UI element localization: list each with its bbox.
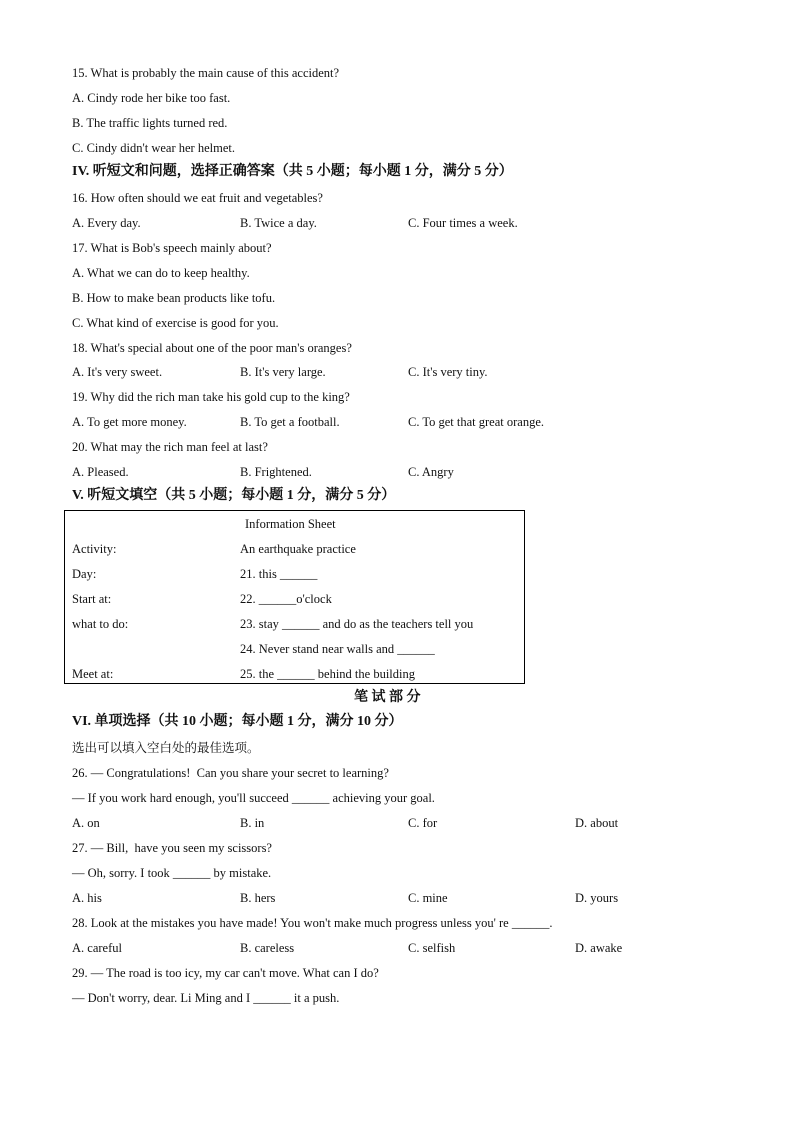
- q19-option-c: C. To get that great orange.: [408, 415, 545, 429]
- info-row-value: 21. this ______: [240, 567, 318, 581]
- q28-option-c: C. selfish: [408, 941, 456, 955]
- info-sheet-title: Information Sheet: [245, 517, 336, 531]
- info-row-value: 24. Never stand near walls and ______: [240, 642, 435, 656]
- info-row-label: Meet at:: [72, 667, 114, 681]
- question-15: 15. What is probably the main cause of this accident?: [72, 66, 340, 80]
- q17-option-a: A. What we can do to keep healthy.: [72, 266, 250, 280]
- q16-option-c: C. Four times a week.: [408, 216, 518, 230]
- q27-option-c: C. mine: [408, 891, 448, 905]
- q15-option-b: B. The traffic lights turned red.: [72, 116, 228, 130]
- q15-option-c: C. Cindy didn't wear her helmet.: [72, 141, 235, 155]
- info-row-label: what to do:: [72, 617, 129, 631]
- question-26-line2: — If you work hard enough, you'll succeed ______ achieving your goal.: [72, 791, 435, 805]
- q27-option-b: B. hers: [240, 891, 276, 905]
- q20-option-b: B. Frightened.: [240, 465, 312, 479]
- section-vi-instruction: 选出可以填入空白处的最佳选项。: [72, 741, 260, 755]
- info-row-label: Start at:: [72, 592, 112, 606]
- q19-option-a: A. To get more money.: [72, 415, 187, 429]
- question-28: 28. Look at the mistakes you have made! You won't make much progress unless you' re ______.: [72, 916, 553, 930]
- info-row-label: Day:: [72, 567, 97, 581]
- q20-option-a: A. Pleased.: [72, 465, 129, 479]
- info-row-value: 23. stay ______ and do as the teachers tell you: [240, 617, 474, 631]
- question-20: 20. What may the rich man feel at last?: [72, 440, 268, 454]
- q28-option-b: B. careless: [240, 941, 295, 955]
- info-row-label: Activity:: [72, 542, 117, 556]
- question-29: 29. — The road is too icy, my car can't move. What can I do?: [72, 966, 379, 980]
- section-vi-heading: VI. 单项选择（共 10 小题；每小题 1 分，满分 10 分）: [72, 714, 403, 729]
- q27-option-a: A. his: [72, 891, 102, 905]
- section-v-heading: V. 听短文填空（共 5 小题；每小题 1 分，满分 5 分）: [72, 488, 396, 503]
- question-17: 17. What is Bob's speech mainly about?: [72, 241, 272, 255]
- q18-option-b: B. It's very large.: [240, 365, 326, 379]
- question-27-line2: — Oh, sorry. I took ______ by mistake.: [72, 866, 272, 880]
- q26-option-d: D. about: [575, 816, 619, 830]
- q28-option-d: D. awake: [575, 941, 623, 955]
- q15-option-a: A. Cindy rode her bike too fast.: [72, 91, 231, 105]
- q27-option-d: D. yours: [575, 891, 619, 905]
- q26-option-b: B. in: [240, 816, 265, 830]
- q16-option-a: A. Every day.: [72, 216, 141, 230]
- information-sheet-box: [64, 510, 525, 684]
- q28-option-a: A. careful: [72, 941, 122, 955]
- section-iv-heading: IV. 听短文和问题，选择正确答案（共 5 小题；每小题 1 分，满分 5 分）: [72, 164, 513, 179]
- question-18: 18. What's special about one of the poor man's oranges?: [72, 341, 352, 355]
- question-26: 26. — Congratulations! Can you share your secret to learning?: [72, 766, 389, 780]
- q17-option-b: B. How to make bean products like tofu.: [72, 291, 276, 305]
- question-19: 19. Why did the rich man take his gold cup to the king?: [72, 390, 350, 404]
- question-16: 16. How often should we eat fruit and vegetables?: [72, 191, 323, 205]
- written-part-title: 笔 试 部 分: [354, 690, 421, 705]
- q16-option-b: B. Twice a day.: [240, 216, 317, 230]
- info-row-value: 25. the ______ behind the building: [240, 667, 415, 681]
- q26-option-c: C. for: [408, 816, 438, 830]
- q19-option-b: B. To get a football.: [240, 415, 340, 429]
- info-row-value: 22. ______o'clock: [240, 592, 332, 606]
- q17-option-c: C. What kind of exercise is good for you.: [72, 316, 279, 330]
- q20-option-c: C. Angry: [408, 465, 454, 479]
- q18-option-a: A. It's very sweet.: [72, 365, 163, 379]
- question-27: 27. — Bill, have you seen my scissors?: [72, 841, 272, 855]
- q18-option-c: C. It's very tiny.: [408, 365, 488, 379]
- q26-option-a: A. on: [72, 816, 100, 830]
- info-row-value: An earthquake practice: [240, 542, 356, 556]
- question-29-line2: — Don't worry, dear. Li Ming and I ______ it a push.: [72, 991, 340, 1005]
